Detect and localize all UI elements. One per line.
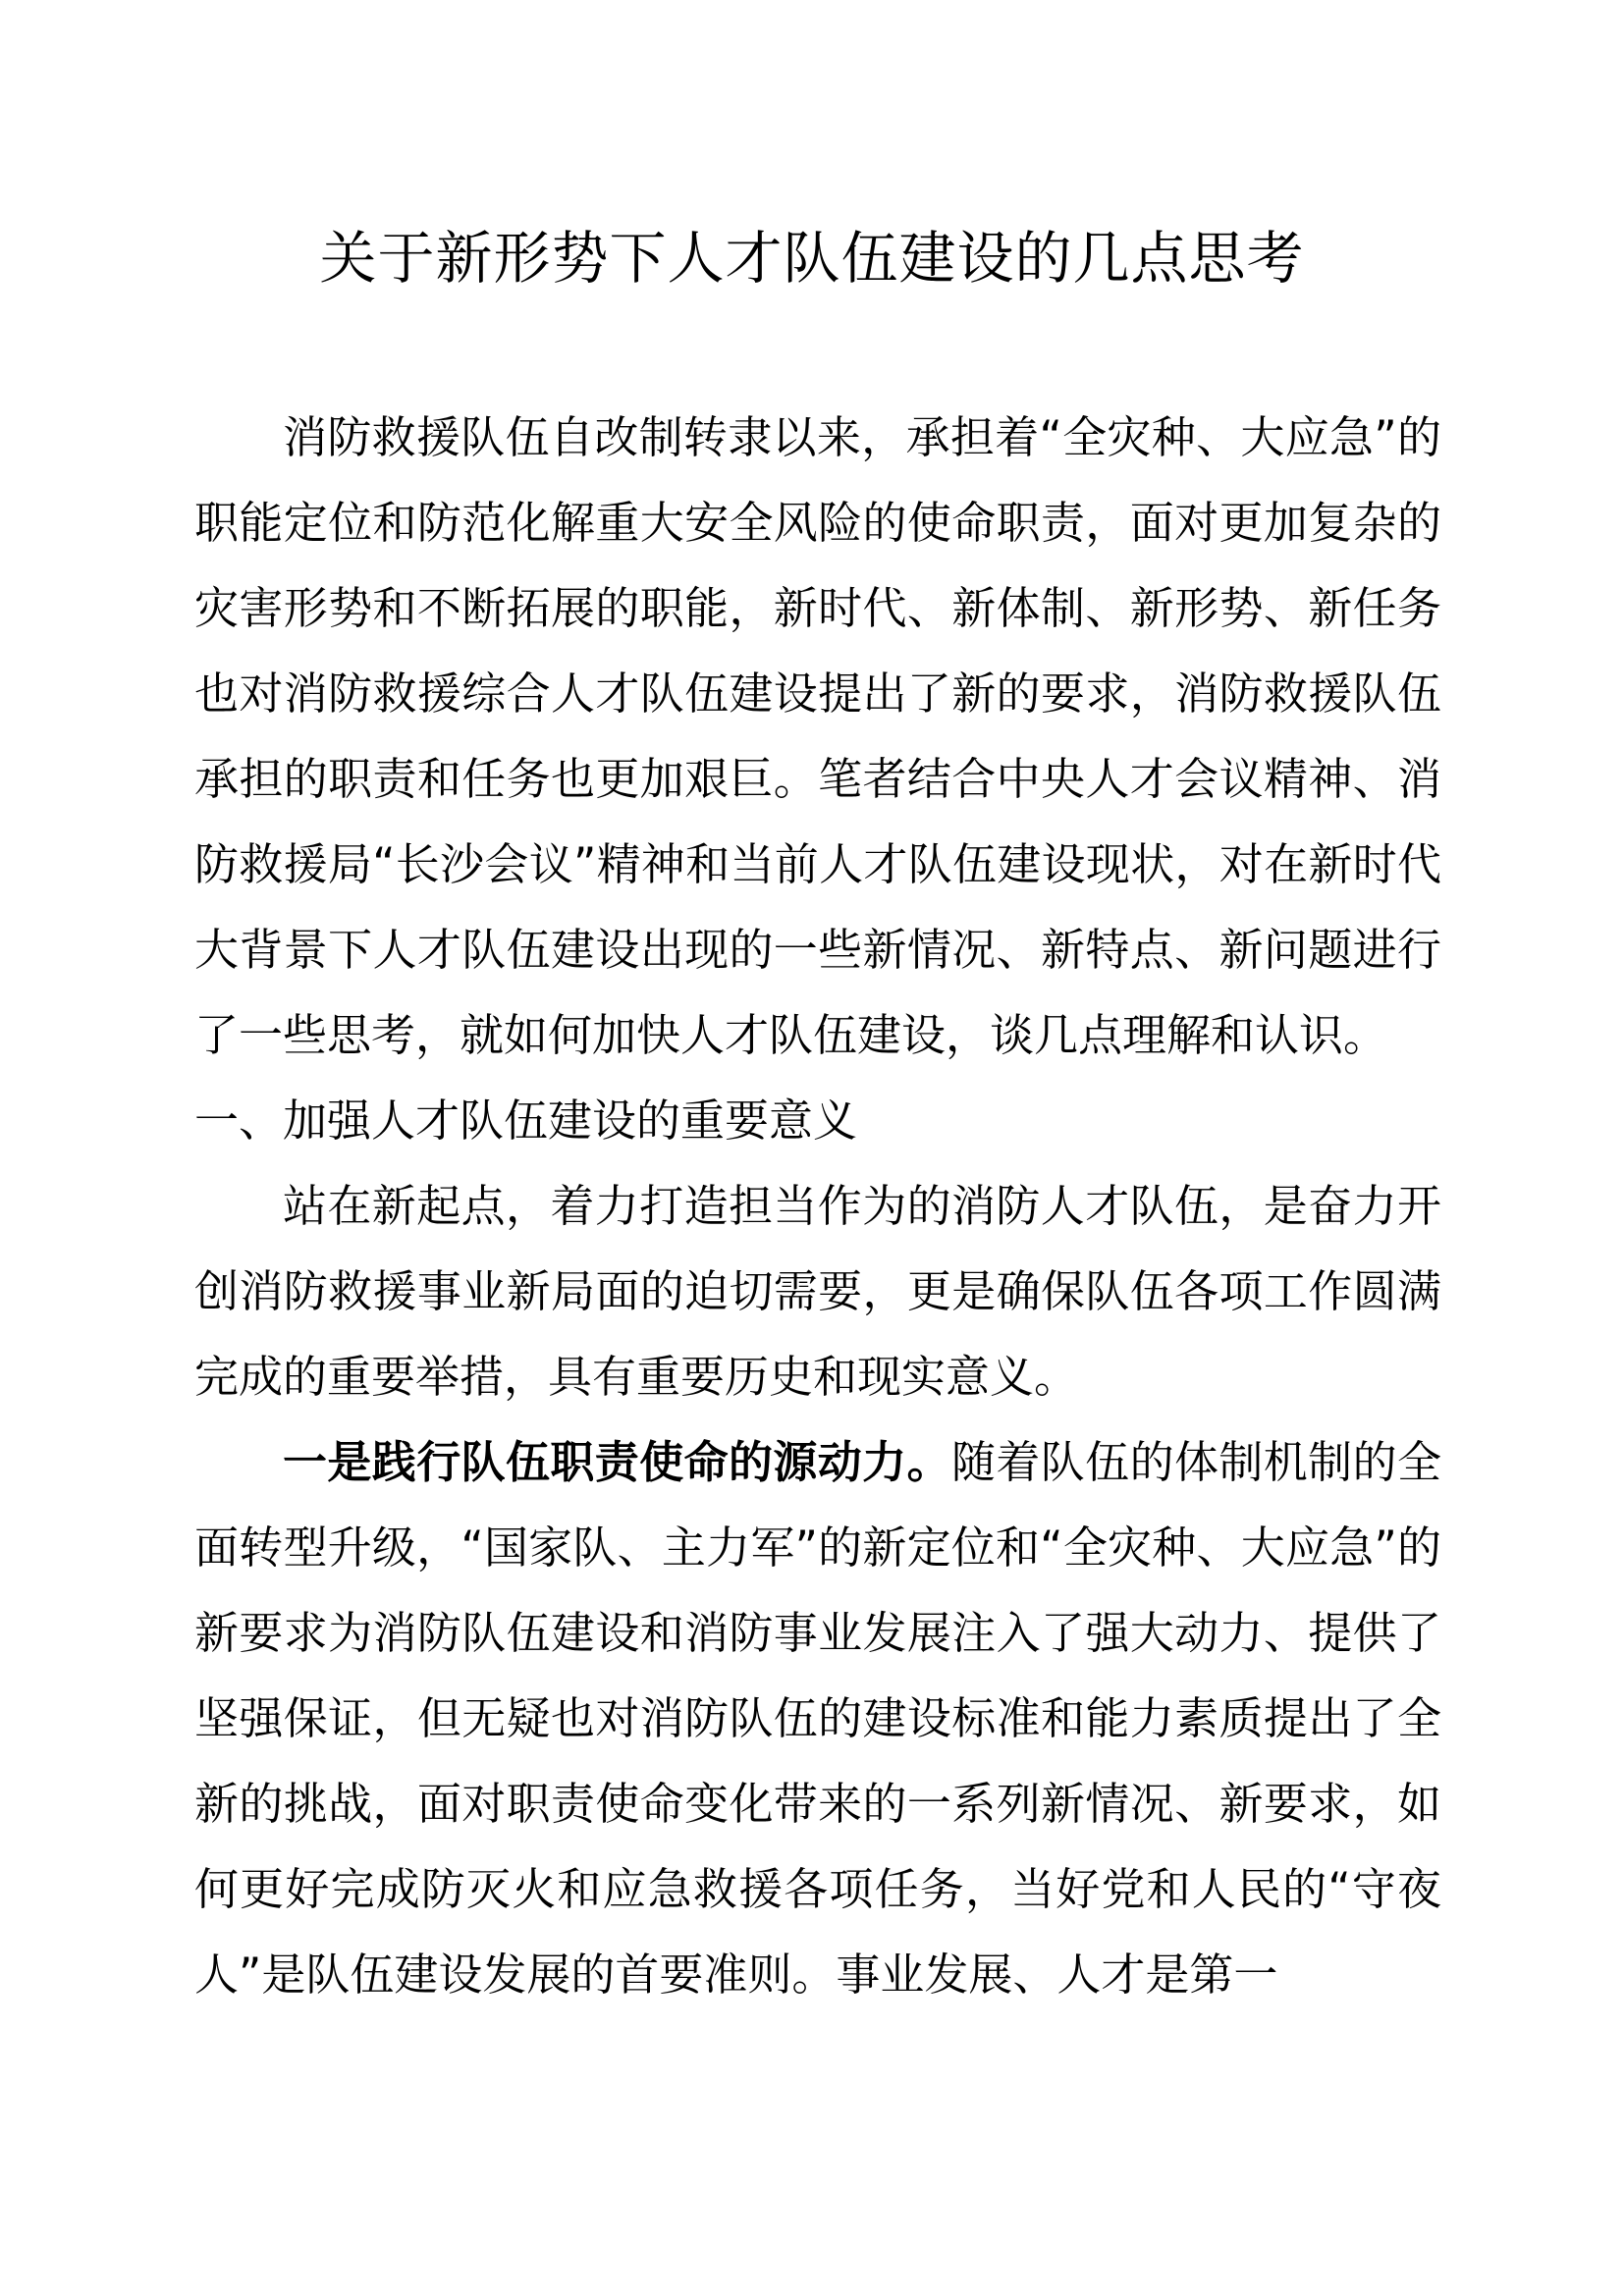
section-paragraph: 站在新起点，着力打造担当作为的消防人才队伍，是奋力开创消防救援事业新局面的迫切需要，更是确保队伍各项工作圆满完成的重要举措，具有重要历史和现实意义。: [194, 1180, 1441, 1403]
intro-paragraph: 消防救援队伍自改制转隶以来，承担着“全灾种、大应急”的职能定位和防范化解重大安全风险的使命职责，面对更加复杂的灾害形势和不断拓展的职能，新时代、新体制、新形势、新任务也对消防救援综合人才队伍建设提出了新的要求，消防救援队伍承担的职责和任务也更加艰巨。笔者结合中央人才会议精神、消防救援局“长沙会议”精神和当前人才队伍建设现状，对在新时代大背景下人才队伍建设出现的一些新情况、新特点、新问题进行了一些思考，就如何加快人才队伍建设，谈几点理解和认识。: [194, 411, 1441, 1061]
section-heading: 一、加强人才队伍建设的重要意义: [194, 1095, 858, 1147]
document-title: 关于新形势下人才队伍建设的几点思考: [319, 225, 1305, 292]
point-lead: 一是践行队伍职责使命的源动力。: [283, 1436, 951, 1488]
document-body: [194, 395, 1441, 2017]
point-text: 随着队伍的体制机制的全面转型升级，“国家队、主力军”的新定位和“全灾种、大应急”的新要求为消防队伍建设和消防事业发展注入了强大动力、提供了坚强保证，但无疑也对消防队伍的建设标准和能力素质提出了全新的挑战，面对职责使命变化带来的一系列新情况、新要求，如何更好完成防灭火和应急救援各项任务，当好党和人民的“守夜人”是队伍建设发展的首要准则。事业发展、人才是第一: [194, 1436, 1441, 2001]
point-paragraph: [194, 1419, 1441, 2017]
